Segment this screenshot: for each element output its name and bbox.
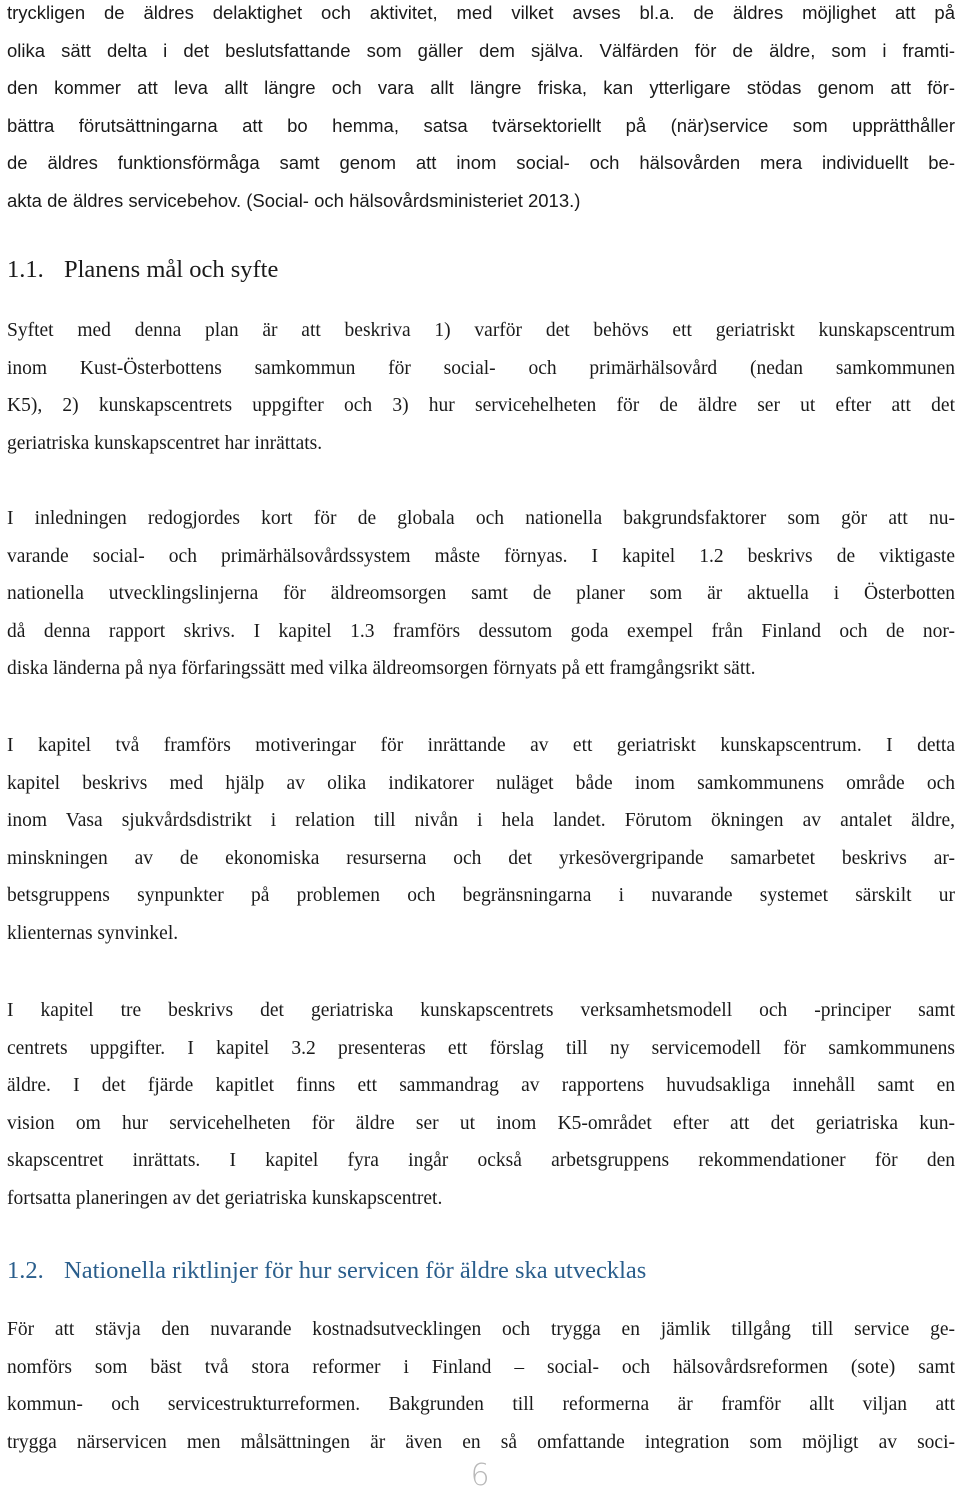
section-number: 1.2. — [7, 1257, 44, 1284]
text-line: tryckligen de äldres delaktighet och aktivitet, med vilket avses bl.a. de äldres möjlighet att på — [7, 2, 955, 23]
text-line: trygga närservicen men målsättningen är även en så omfattande integration som möjligt av soci- — [7, 1431, 955, 1453]
text-line: I inledningen redogjordes kort för de globala och nationella bakgrundsfaktorer som gör att nu- — [7, 508, 955, 529]
body-paragraph — [7, 500, 955, 688]
text-line: K5), 2) kunskapscentrets uppgifter och 3) hur servicehelheten för de äldre ser ut efter att det — [7, 395, 955, 416]
text-line: de äldres funktionsförmåga samt genom att inom social- och hälsovården mera individuellt be- — [7, 152, 955, 173]
text-line: inom Vasa sjukvårdsdistrikt i relation till nivån i hela landet. Förutom ökningen av antalet äldre, — [7, 810, 955, 831]
body-paragraph — [7, 312, 955, 462]
text-line: nationella utvecklingslinjerna för äldreomsorgen samt de planer som är aktuella i Österbotten — [7, 583, 955, 604]
text-line: olika sätt delta i det beslutsfattande som gäller dem själva. Välfärden för de äldre, som i framti- — [7, 39, 955, 61]
text-line: I kapitel tre beskrivs det geriatriska kunskapscentrets verksamhetsmodell och -principer samt — [7, 1000, 955, 1021]
text-line: För att stävja den nuvarande kostnadsutvecklingen och trygga en jämlik tillgång till service ge- — [7, 1319, 955, 1340]
text-line: minskningen av de ekonomiska resurserna och det yrkesövergripande samarbetet beskrivs ar- — [7, 847, 955, 869]
text-line: akta de äldres servicebehov. (Social- och hälsovårdsministeriet 2013.) — [7, 189, 581, 211]
body-paragraph — [7, 992, 955, 1217]
text-line: kapitel beskrivs med hjälp av olika indikatorer nuläget både inom samkommunens område och — [7, 772, 955, 794]
text-line: varande social- och primärhälsovårdssystem måste förnyas. I kapitel 1.2 beskrivs de viktigaste — [7, 545, 955, 567]
text-line: kommun- och servicestrukturreformen. Bakgrunden till reformerna är framför allt viljan att — [7, 1394, 955, 1415]
section-title: Planens mål och syfte — [64, 256, 279, 283]
text-line: I kapitel två framförs motiveringar för inrättande av ett geriatriskt kunskapscentrum. I detta — [7, 735, 955, 756]
intro-paragraph — [7, 0, 955, 219]
text-line: bättra förutsättningarna att bo hemma, satsa tvärsektoriellt på (när)service som upprätthåller — [7, 114, 955, 136]
section-heading-1-2 — [7, 1257, 646, 1285]
body-paragraph — [7, 727, 955, 952]
text-line: betsgruppens synpunkter på problemen och begränsningarna i nuvarande systemet särskilt ur — [7, 885, 955, 906]
text-line: geriatriska kunskapscentret har inrättats. — [7, 432, 323, 454]
text-line: klienternas synvinkel. — [7, 922, 179, 944]
text-line: Syftet med denna plan är att beskriva 1) varför det behövs ett geriatriskt kunskapscentrum — [7, 320, 955, 341]
section-number: 1.1. — [7, 256, 44, 283]
text-line: äldre. I det fjärde kapitlet finns ett sammandrag av rapportens huvudsakliga innehåll samt en — [7, 1075, 955, 1096]
text-line: centrets uppgifter. I kapitel 3.2 presenteras ett förslag till ny servicemodell för samkommunens — [7, 1037, 955, 1059]
text-line: fortsatta planeringen av det geriatriska kunskapscentret. — [7, 1187, 443, 1209]
text-line: nomförs som bäst två stora reformer i Finland – social- och hälsovårdsreformen (sote) samt — [7, 1356, 955, 1378]
section-title: Nationella riktlinjer för hur servicen för äldre ska utvecklas — [64, 1257, 647, 1284]
text-line: vision om hur servicehelheten för äldre ser ut inom K5-området efter att det geriatriska kun- — [7, 1112, 955, 1134]
text-line: då denna rapport skrivs. I kapitel 1.3 framförs dessutom goda exempel från Finland och de nor- — [7, 620, 955, 642]
text-line: inom Kust-Österbottens samkommun för social- och primärhälsovård (nedan samkommunen — [7, 357, 955, 379]
body-paragraph — [7, 1311, 955, 1461]
text-line: diska länderna på nya förfaringssätt med vilka äldreomsorgen förnyats på ett framgångsrikt sätt. — [7, 658, 756, 679]
text-line: den kommer att leva allt längre och vara allt längre friska, kan ytterligare stödas genom att för- — [7, 77, 955, 98]
page-number: 6 — [470, 1458, 490, 1493]
section-heading-1-1 — [7, 256, 278, 284]
text-line: skapscentret inrättats. I kapitel fyra ingår också arbetsgruppens rekommendationer för den — [7, 1150, 955, 1171]
